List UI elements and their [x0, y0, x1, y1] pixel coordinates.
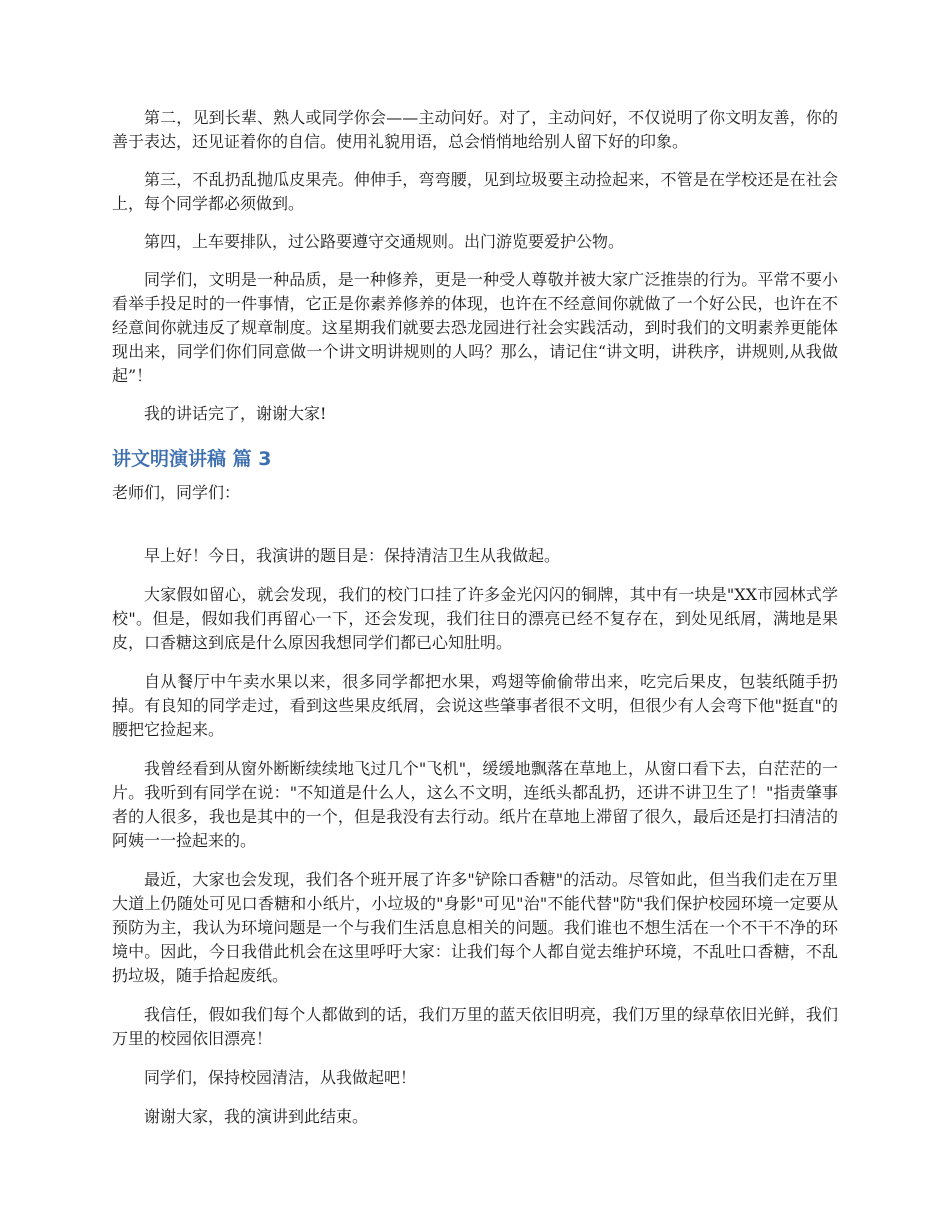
- paragraph: 第三，不乱扔乱抛瓜皮果壳。伸伸手，弯弯腰，见到垃圾要主动捡起来，不管是在学校还是在社会上，每个同学都必须做到。: [112, 170, 838, 213]
- paragraph: 最近，大家也会发现，我们各个班开展了许多"铲除口香糖"的活动。尽管如此，但当我们走在万里大道上仍随处可见口香糖和小纸片，小垃圾的"身影"可见"治"不能代替"防"我们保护校园环境一定要从预防为主，我认为环境问题是一个与我们生活息息相关的问题。我们谁也不想生活在一个不干不净的环境中。因此，今日我借此机会在这里呼吁大家：让我们每个人都自觉去维护环境，不乱吐口香糖，不乱扔垃圾，随手拾起废纸。: [112, 870, 838, 985]
- paragraph: 大家假如留心，就会发现，我们的校门口挂了许多金光闪闪的铜牌，其中有一块是"XX市园林式学校"。但是，假如我们再留心一下，还会发现，我们往日的漂亮已经不复存在，到处见纸屑，满地是果皮，口香糖这到底是什么原因我想同学们都已心知肚明。: [112, 585, 838, 652]
- paragraph: 第二，见到长辈、熟人或同学你会——主动问好。对了，主动问好，不仅说明了你文明友善，你的善于表达，还见证着你的自信。使用礼貌用语，总会悄悄地给别人留下好的印象。: [112, 108, 838, 151]
- paragraph: 同学们，文明是一种品质，是一种修养，更是一种受人尊敬并被大家广泛推崇的行为。平常不要小看举手投足时的一件事情，它正是你素养修养的体现，也许在不经意间你就做了一个好公民，也许在不经意间你就违反了规章制度。这星期我们就要去恐龙园进行社会实践活动，到时我们的文明素养更能体现出来，同学们你们同意做一个讲文明讲规则的人吗？那么，请记住“讲文明，讲秩序，讲规则,从我做起”！: [112, 270, 838, 385]
- paragraph: 自从餐厅中午卖水果以来，很多同学都把水果，鸡翅等偷偷带出来，吃完后果皮，包装纸随手扔掉。有良知的同学走过，看到这些果皮纸屑，会说这些肇事者很不文明，但很少有人会弯下他"挺直"的腰把它捡起来。: [112, 672, 838, 739]
- paragraph: 早上好！今日，我演讲的题目是：保持清洁卫生从我做起。: [144, 546, 561, 565]
- paragraph: 同学们，保持校园清洁，从我做起吧！: [144, 1068, 417, 1087]
- salutation: 老师们，同学们：: [112, 483, 241, 502]
- paragraph: 我曾经看到从窗外断断续续地飞过几个"飞机"，缓缓地飘落在草地上，从窗口看下去，白茫茫的一片。我听到有同学在说："不知道是什么人，这么不文明，连纸头都乱扔，还讲不讲卫生了！"指责肇事者的人很多，我也是其中的一个，但是我没有去行动。纸片在草地上滞留了很久，最后还是打扫清洁的阿姨一一捡起来的。: [112, 759, 838, 850]
- paragraph: 第四，上车要排队，过公路要遵守交通规则。出门游览要爱护公物。: [144, 232, 625, 251]
- paragraph: 谢谢大家，我的演讲到此结束。: [144, 1107, 369, 1126]
- section-heading: 讲文明演讲稿 篇 3: [112, 448, 272, 470]
- paragraph: 我信任，假如我们每个人都做到的话，我们万里的蓝天依旧明亮，我们万里的绿草依旧光鲜，我们万里的校园依旧漂亮！: [112, 1005, 838, 1048]
- paragraph: 我的讲话完了，谢谢大家!: [144, 404, 327, 423]
